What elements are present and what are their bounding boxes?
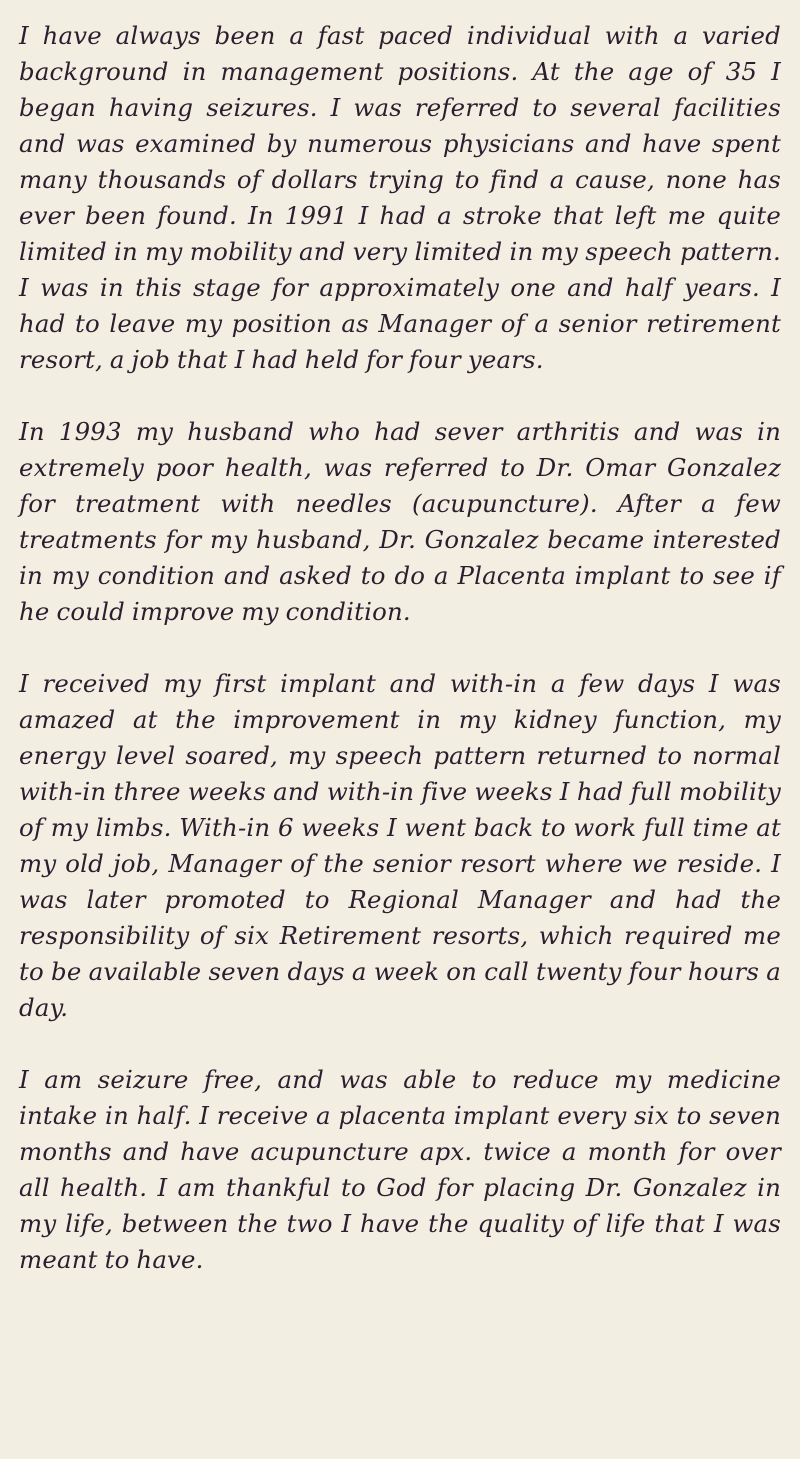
paragraph-current-health: I am seizure free, and was able to reduce my medicine intake in half. I receive a placenta implant every six to seven months and have acupuncture apx. twice a month for over all health. I am thankful to God for placing Dr. Gonzalez in my life, between the two I have the quality of life that I was meant to have. [19,1065,781,1274]
paragraph-background: I have always been a fast paced individual with a varied background in management positions. At the age of 35 I began having seizures. I was referred to several facilities and was examined by numerous physicians and have spent many thousands of dollars trying to find a cause, none has ever been found. In 1991 I had a stroke that left me quite limited in my mobility and very limited in my speech pattern. I was in this stage for approximately one and half years. I had to leave my position as Manager of a senior retirement resort, a job that I had held for four years. [19,21,781,374]
paragraph-recovery: I received my first implant and with-in a few days I was amazed at the improvement in my kidney function, my energy level soared, my speech pattern returned to normal with-in three weeks and with-in five weeks I had full mobility of my limbs. With-in 6 weeks I went back to work full time at my old job, Manager of the senior resort where we reside. I was later promoted to Regional Manager and had the responsibility of six Retirement resorts, which required me to be available seven days a week on call twenty four hours a day. [19,669,781,1022]
paragraph-referral: In 1993 my husband who had sever arthritis and was in extremely poor health, was referred to Dr. Omar Gonzalez for treatment with needles (acupuncture). After a few treatments for my husband, Dr. Gonzalez became interested in my condition and asked to do a Placenta implant to see if he could improve my condition. [19,417,781,626]
